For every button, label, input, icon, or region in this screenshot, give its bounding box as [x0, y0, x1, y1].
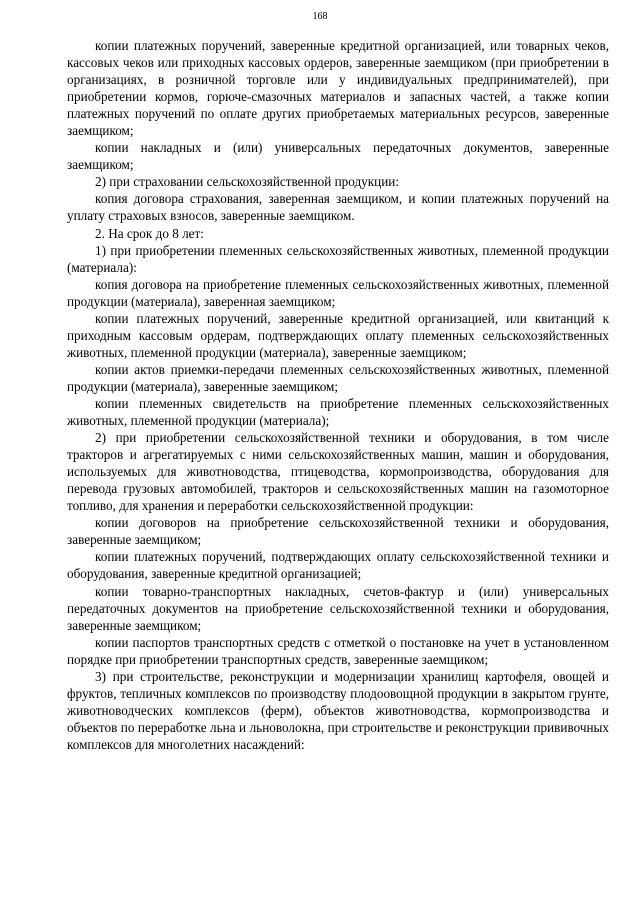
paragraph: копии товарно-транспортных накладных, счетов-фактур и (или) универсальных передаточных документов на приобретение сельскохозяйственной техники и оборудования, заверенные заемщиком; [67, 583, 609, 633]
paragraph: копии актов приемки-передачи племенных сельскохозяйственных животных, племенной продукции (материала), заверенные заемщиком; [67, 361, 609, 394]
paragraph: копии платежных поручений, заверенные кредитной организацией, или квитанций к приходным кассовым ордерам, подтверждающих оплату племенных сельскохозяйственных животных, племенной продукции (материала), заверенные заемщиком; [67, 310, 609, 360]
page-number: 168 [312, 11, 328, 22]
paragraph: 1) при приобретении племенных сельскохозяйственных животных, племенной продукции (материала): [67, 242, 609, 275]
paragraph: 2) при приобретении сельскохозяйственной техники и оборудования, в том числе тракторов и агрегатируемых с ними сельскохозяйственных машин, машин и оборудования, используемых для животноводства, птицеводства, кормопроизводства, оборудования для перевода грузовых автомобилей, тракторов и сельскохозяйственных машин на газомоторное топливо, для хранения и переработки сельскохозяйственной продукции: [67, 430, 609, 514]
paragraph: копии договоров на приобретение сельскохозяйственной техники и оборудования, заверенные заемщиком; [67, 515, 609, 548]
paragraph: копии племенных свидетельств на приобретение племенных сельскохозяйственных животных, племенной продукции (материала); [67, 395, 609, 429]
paragraph: копии платежных поручений, подтверждающих оплату сельскохозяйственной техники и оборудования, заверенные кредитной организацией; [67, 549, 609, 582]
document-body [67, 37, 609, 753]
paragraph: копия договора на приобретение племенных сельскохозяйственных животных, племенной продукции (материала), заверенная заемщиком; [67, 276, 609, 309]
paragraph: копии платежных поручений, заверенные кредитной организацией, или товарных чеков, кассовых чеков или приходных кассовых ордеров, заверенные заемщиком (при приобретении в организациях, в розничной торговле или у индивидуальных предпринимателей), при приобретении кормов, горюче-смазочных материалов и запасных частей, а также копии платежных поручений по оплате других приобретаемых материальных ресурсов, заверенные заемщиком; [67, 38, 609, 139]
paragraph: копии паспортов транспортных средств с отметкой о постановке на учет в установленном порядке при приобретении транспортных средств, заверенные заемщиком; [67, 634, 609, 667]
paragraph: 2. На срок до 8 лет: [95, 225, 204, 241]
paragraph: копии накладных и (или) универсальных передаточных документов, заверенные заемщиком; [67, 140, 609, 173]
paragraph: 2) при страховании сельскохозяйственной продукции: [95, 174, 399, 190]
paragraph: 3) при строительстве, реконструкции и модернизации хранилищ картофеля, овощей и фруктов, тепличных комплексов по производству плодоовощной продукции в закрытом грунте, животноводческих комплексов (ферм), объектов животноводства, кормопроизводства и объектов по переработке льна и льноволокна, при строительстве и реконструкции прививочных комплексов для многолетних насаждений: [67, 668, 609, 752]
paragraph: копия договора страхования, заверенная заемщиком, и копии платежных поручений на уплату страховых взносов, заверенные заемщиком. [67, 191, 609, 224]
